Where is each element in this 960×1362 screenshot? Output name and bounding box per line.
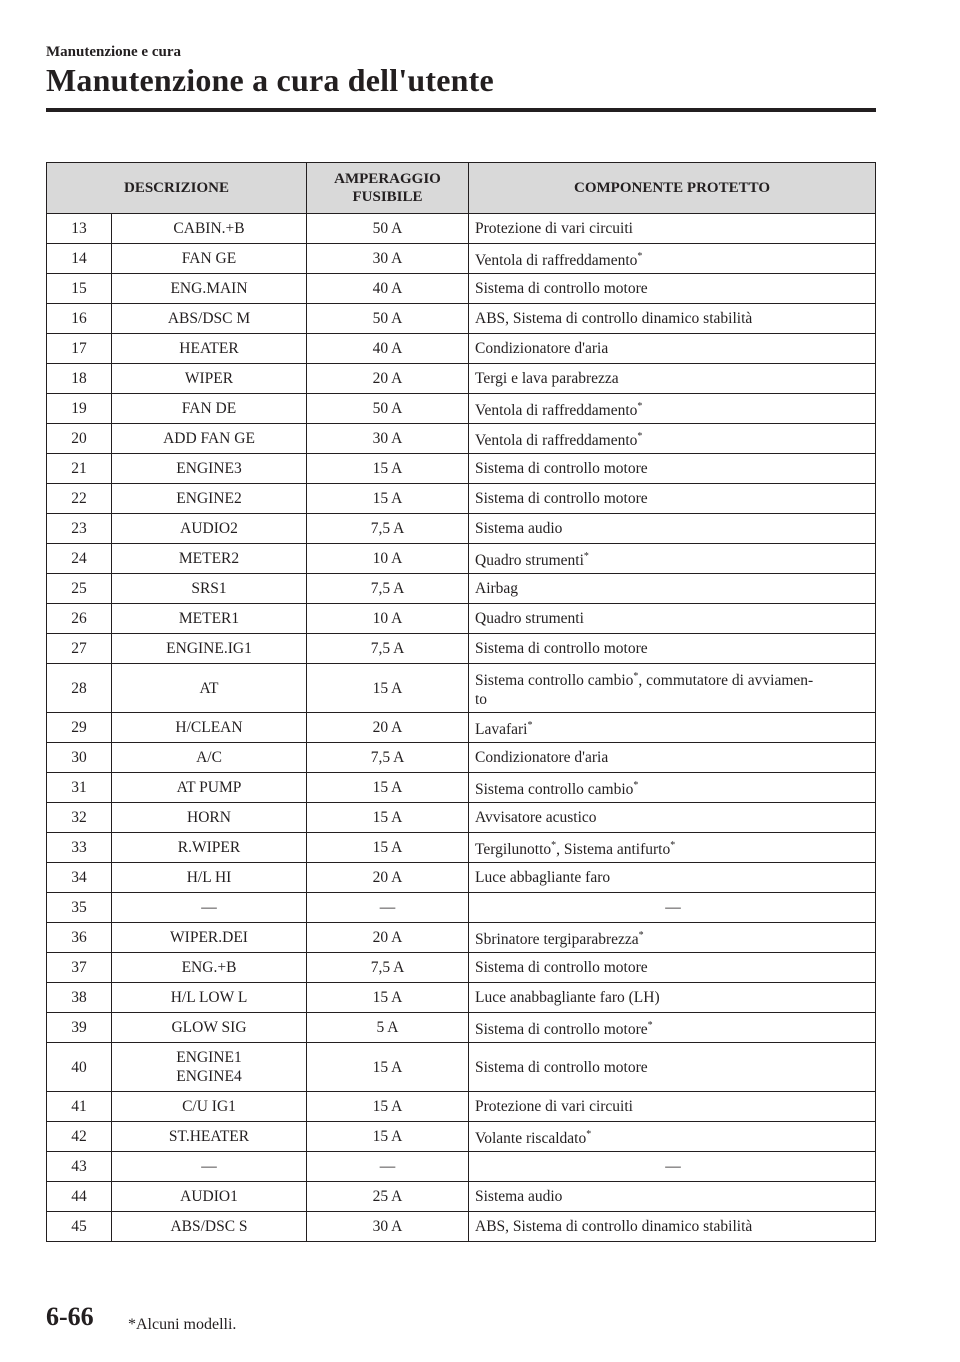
table-row: [47, 514, 876, 544]
fuse-component: ABS, Sistema di controllo dinamico stabilità: [469, 1212, 876, 1242]
fuse-description: —: [112, 1152, 307, 1182]
fuse-number: 39: [47, 1013, 112, 1043]
fuse-component: Protezione di vari circuiti: [469, 214, 876, 244]
fuse-component: Ventola di raffreddamento*: [469, 424, 876, 454]
fuse-number: 25: [47, 574, 112, 604]
fuse-amperage: 15 A: [307, 983, 469, 1013]
fuse-amperage: 7,5 A: [307, 514, 469, 544]
fuse-amperage: —: [307, 1152, 469, 1182]
table-row: [47, 454, 876, 484]
fuse-number: 19: [47, 394, 112, 424]
fuse-amperage: —: [307, 893, 469, 923]
fuse-amperage: 7,5 A: [307, 634, 469, 664]
fuse-component: Condizionatore d'aria: [469, 334, 876, 364]
page-number: 6-66: [46, 1302, 94, 1331]
fuse-description: AUDIO2: [112, 514, 307, 544]
fuse-amperage: 40 A: [307, 334, 469, 364]
fuse-description: WIPER.DEI: [112, 923, 307, 953]
fuse-description: —: [112, 893, 307, 923]
table-row: [47, 743, 876, 773]
fuse-amperage: 15 A: [307, 833, 469, 863]
fuse-amperage: 7,5 A: [307, 953, 469, 983]
fuse-description: H/CLEAN: [112, 713, 307, 743]
fuse-component: Sistema di controllo motore: [469, 484, 876, 514]
fuse-amperage: 30 A: [307, 244, 469, 274]
fuse-number: 32: [47, 803, 112, 833]
table-row: [47, 893, 876, 923]
fuse-number: 38: [47, 983, 112, 1013]
fuse-number: 43: [47, 1152, 112, 1182]
fuse-component: Sistema di controllo motore: [469, 274, 876, 304]
table-row: [47, 983, 876, 1013]
fuse-number: 44: [47, 1182, 112, 1212]
fuse-description: ENG.+B: [112, 953, 307, 983]
fuse-amperage: 15 A: [307, 454, 469, 484]
fuse-description: ST.HEATER: [112, 1122, 307, 1152]
fuse-component: Avvisatore acustico: [469, 803, 876, 833]
fuse-number: 35: [47, 893, 112, 923]
fuse-description: ENGINE1 ENGINE4: [112, 1043, 307, 1092]
fuse-amperage: 15 A: [307, 1092, 469, 1122]
fuse-amperage: 5 A: [307, 1013, 469, 1043]
fuse-component: Luce anabbagliante faro (LH): [469, 983, 876, 1013]
fuse-number: 27: [47, 634, 112, 664]
fuse-description: GLOW SIG: [112, 1013, 307, 1043]
table-row: [47, 923, 876, 953]
fuse-description: HEATER: [112, 334, 307, 364]
fuse-amperage: 20 A: [307, 863, 469, 893]
fuse-number: 33: [47, 833, 112, 863]
table-row: [47, 773, 876, 803]
fuse-description: AT PUMP: [112, 773, 307, 803]
fuse-description: ENGINE2: [112, 484, 307, 514]
fuse-amperage: 25 A: [307, 1182, 469, 1212]
table-row: [47, 334, 876, 364]
table-row: [47, 214, 876, 244]
fuse-description: AT: [112, 664, 307, 713]
fuse-component: —: [469, 1152, 876, 1182]
fuse-amperage: 50 A: [307, 394, 469, 424]
fuse-component: Ventola di raffreddamento*: [469, 394, 876, 424]
fuse-description: CABIN.+B: [112, 214, 307, 244]
fuse-number: 17: [47, 334, 112, 364]
fuse-number: 37: [47, 953, 112, 983]
fuse-table: [46, 162, 876, 1242]
fuse-number: 21: [47, 454, 112, 484]
fuse-component: Quadro strumenti: [469, 604, 876, 634]
fuse-number: 20: [47, 424, 112, 454]
fuse-number: 41: [47, 1092, 112, 1122]
fuse-description: ABS/DSC M: [112, 304, 307, 334]
fuse-component: Sbrinatore tergiparabrezza*: [469, 923, 876, 953]
fuse-number: 14: [47, 244, 112, 274]
fuse-description: FAN DE: [112, 394, 307, 424]
fuse-amperage: 50 A: [307, 304, 469, 334]
table-row: [47, 1182, 876, 1212]
fuse-component: Volante riscaldato*: [469, 1122, 876, 1152]
fuse-number: 13: [47, 214, 112, 244]
table-row: [47, 394, 876, 424]
fuse-number: 18: [47, 364, 112, 394]
fuse-component: Airbag: [469, 574, 876, 604]
fuse-component: Sistema di controllo motore: [469, 953, 876, 983]
table-row: [47, 803, 876, 833]
fuse-amperage: 20 A: [307, 713, 469, 743]
table-row: [47, 1092, 876, 1122]
fuse-number: 26: [47, 604, 112, 634]
fuse-number: 45: [47, 1212, 112, 1242]
fuse-number: 16: [47, 304, 112, 334]
fuse-component: Ventola di raffreddamento*: [469, 244, 876, 274]
fuse-number: 15: [47, 274, 112, 304]
header-amperage-line1: AMPERAGGIO: [334, 171, 441, 187]
fuse-description: HORN: [112, 803, 307, 833]
table-row: [47, 713, 876, 743]
fuse-description: A/C: [112, 743, 307, 773]
table-row: [47, 244, 876, 274]
fuse-description: AUDIO1: [112, 1182, 307, 1212]
fuse-number: 22: [47, 484, 112, 514]
fuse-amperage: 30 A: [307, 1212, 469, 1242]
fuse-description: R.WIPER: [112, 833, 307, 863]
table-row: [47, 634, 876, 664]
fuse-component: Tergilunotto*, Sistema antifurto*: [469, 833, 876, 863]
fuse-amperage: 15 A: [307, 1043, 469, 1092]
table-row: [47, 1043, 876, 1092]
fuse-number: 30: [47, 743, 112, 773]
fuse-component: Sistema di controllo motore: [469, 634, 876, 664]
table-row: [47, 1013, 876, 1043]
table-row: [47, 953, 876, 983]
fuse-component: Luce abbagliante faro: [469, 863, 876, 893]
fuse-amperage: 15 A: [307, 803, 469, 833]
table-row: [47, 1122, 876, 1152]
fuse-component: Sistema controllo cambio*, commutatore di avviamen- to: [469, 664, 876, 713]
table-row: [47, 833, 876, 863]
fuse-description: H/L LOW L: [112, 983, 307, 1013]
table-row: [47, 274, 876, 304]
fuse-amperage: 30 A: [307, 424, 469, 454]
fuse-number: 34: [47, 863, 112, 893]
fuse-amperage: 15 A: [307, 484, 469, 514]
fuse-component: Protezione di vari circuiti: [469, 1092, 876, 1122]
fuse-amperage: 15 A: [307, 664, 469, 713]
fuse-amperage: 7,5 A: [307, 743, 469, 773]
fuse-description: ADD FAN GE: [112, 424, 307, 454]
table-row: [47, 863, 876, 893]
fuse-description: SRS1: [112, 574, 307, 604]
fuse-number: 42: [47, 1122, 112, 1152]
fuse-amperage: 15 A: [307, 773, 469, 803]
fuse-component: Sistema di controllo motore: [469, 454, 876, 484]
fuse-description: ENGINE.IG1: [112, 634, 307, 664]
fuse-amperage: 20 A: [307, 923, 469, 953]
fuse-description: METER2: [112, 544, 307, 574]
table-row: [47, 1212, 876, 1242]
title-divider: [46, 108, 876, 112]
fuse-number: 36: [47, 923, 112, 953]
page-title: Manutenzione a cura dell'utente: [46, 62, 494, 98]
fuse-number: 28: [47, 664, 112, 713]
table-row: [47, 304, 876, 334]
table-row: [47, 544, 876, 574]
fuse-amperage: 40 A: [307, 274, 469, 304]
fuse-component: Sistema audio: [469, 1182, 876, 1212]
fuse-component: —: [469, 893, 876, 923]
fuse-description: H/L HI: [112, 863, 307, 893]
fuse-description: ENG.MAIN: [112, 274, 307, 304]
fuse-component: Quadro strumenti*: [469, 544, 876, 574]
fuse-number: 40: [47, 1043, 112, 1092]
section-label: Manutenzione e cura: [46, 44, 181, 60]
fuse-amperage: 15 A: [307, 1122, 469, 1152]
fuse-number: 23: [47, 514, 112, 544]
table-row: [47, 664, 876, 713]
header-component: COMPONENTE PROTETTO: [469, 163, 876, 214]
fuse-component: ABS, Sistema di controllo dinamico stabilità: [469, 304, 876, 334]
fuse-amperage: 10 A: [307, 544, 469, 574]
fuse-component: Condizionatore d'aria: [469, 743, 876, 773]
table-row: [47, 604, 876, 634]
fuse-description: ABS/DSC S: [112, 1212, 307, 1242]
fuse-description: C/U IG1: [112, 1092, 307, 1122]
fuse-component: Lavafari*: [469, 713, 876, 743]
header-amperage: [307, 163, 469, 214]
table-row: [47, 574, 876, 604]
table-row: [47, 1152, 876, 1182]
table-row: [47, 424, 876, 454]
table-header-row: [47, 163, 876, 214]
fuse-amperage: 10 A: [307, 604, 469, 634]
fuse-component: Tergi e lava parabrezza: [469, 364, 876, 394]
fuse-number: 24: [47, 544, 112, 574]
fuse-component: Sistema di controllo motore: [469, 1043, 876, 1092]
fuse-description: FAN GE: [112, 244, 307, 274]
header-amperage-line2: FUSIBILE: [352, 189, 423, 205]
fuse-description: WIPER: [112, 364, 307, 394]
fuse-amperage: 20 A: [307, 364, 469, 394]
fuse-amperage: 7,5 A: [307, 574, 469, 604]
fuse-amperage: 50 A: [307, 214, 469, 244]
fuse-table-body: [47, 214, 876, 1242]
table-row: [47, 364, 876, 394]
fuse-number: 29: [47, 713, 112, 743]
fuse-component: Sistema audio: [469, 514, 876, 544]
fuse-description: METER1: [112, 604, 307, 634]
header-description: DESCRIZIONE: [47, 163, 307, 214]
table-row: [47, 484, 876, 514]
fuse-number: 31: [47, 773, 112, 803]
footnote: *Alcuni modelli.: [128, 1316, 237, 1333]
fuse-description: ENGINE3: [112, 454, 307, 484]
fuse-component: Sistema controllo cambio*: [469, 773, 876, 803]
fuse-component: Sistema di controllo motore*: [469, 1013, 876, 1043]
